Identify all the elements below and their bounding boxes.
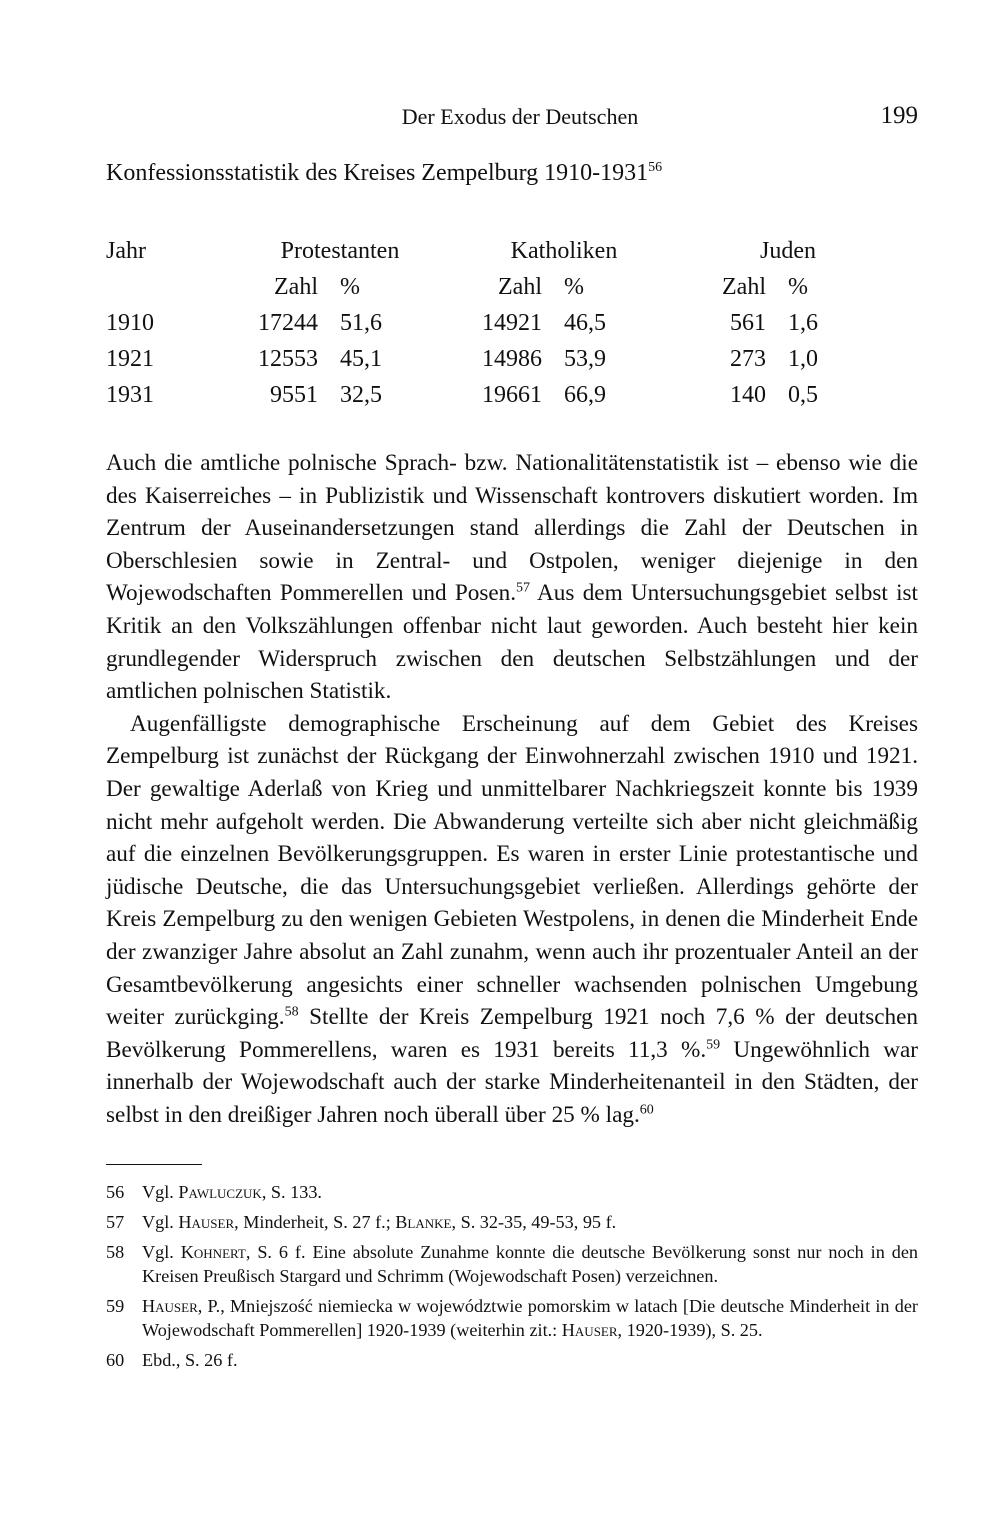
footnote-ref: 57 — [516, 580, 531, 596]
col-header-percent: % — [788, 274, 808, 300]
cell-jud-count: 561 — [730, 310, 766, 336]
footnote-number: 60 — [106, 1350, 125, 1370]
cell-prot-pct: 51,6 — [340, 310, 382, 336]
cell-kath-count: 14986 — [482, 346, 542, 372]
cell-kath-pct: 46,5 — [564, 310, 606, 336]
footnote: 60 Ebd., S. 26 f. — [106, 1350, 238, 1370]
cell-year: 1910 — [106, 310, 154, 336]
cell-year: 1931 — [106, 382, 154, 408]
footnotes — [106, 1180, 918, 1378]
table-row — [106, 310, 900, 346]
table-subheader-row — [106, 274, 900, 310]
cell-prot-count: 9551 — [270, 382, 318, 408]
cell-jud-pct: 0,5 — [788, 382, 818, 408]
author-name: Pawluczuk — [178, 1182, 262, 1202]
cell-prot-count: 12553 — [258, 346, 318, 372]
page-number: 199 — [880, 102, 918, 129]
footnote-number: 59 — [106, 1296, 125, 1316]
cell-jud-pct: 1,6 — [788, 310, 818, 336]
col-header-protestants: Protestanten — [280, 238, 400, 264]
footnote-ref: 56 — [648, 160, 663, 175]
cell-jud-pct: 1,0 — [788, 346, 818, 372]
col-header-percent: % — [564, 274, 584, 300]
running-title: Der Exodus der Deutschen — [401, 104, 639, 129]
confession-table — [106, 238, 900, 418]
cell-kath-pct: 66,9 — [564, 382, 606, 408]
cell-jud-count: 140 — [730, 382, 766, 408]
col-header-catholics: Katholiken — [510, 238, 618, 264]
table-row — [106, 346, 900, 382]
footnote: 56 Vgl. Pawluczuk, S. 133. — [106, 1182, 322, 1202]
col-header-year: Jahr — [106, 238, 146, 264]
paragraph: Auch die amtliche polnische Sprach- bzw. Nationalitätenstatistik ist – ebenso wie die des Kaiserreiches – in Publizistik und Wissenschaft kontrovers diskutiert worden. Im Zentrum der Auseinandersetzungen stand allerdings die Zahl der Deutschen in Oberschlesien sowie in Zentral- und Ostpolen, weniger diejenige in den Wojewodschaften Pommerellen und Posen.$^{57}$ Aus dem Untersuchungsgebiet selbst ist Kritik an den Volkszählungen offenbar nicht laut geworden. Auch besteht hier kein grundlegender Widerspruch zwischen den deutschen Selbstzählungen und der amtlichen polnischen Statistik. — [106, 450, 918, 705]
footnote: 59 Hauser, P., Mniejszość niemiecka w województwie pomorskim w latach [Die deutsche Minderheit in der Wojewodschaft Pommerellen] 1920-1939 (weiterhin zit.: Hauser, 1920-1939), S. 25. — [106, 1296, 918, 1340]
cell-kath-count: 14921 — [482, 310, 542, 336]
author-name: Kohnert — [180, 1242, 246, 1262]
footnote-ref: 60 — [639, 1102, 654, 1118]
running-head — [0, 104, 1000, 136]
author-name: Hauser — [561, 1320, 618, 1340]
table-title-text: Konfessionsstatistik des Kreises Zempelburg 1910-1931 — [106, 160, 649, 186]
footnote-number: 57 — [106, 1212, 125, 1232]
footnote-ref: 58 — [284, 1004, 299, 1020]
footnote: 57 Vgl. Hauser, Minderheit, S. 27 f.; Blanke, S. 32-35, 49-53, 95 f. — [106, 1212, 617, 1232]
col-header-count: Zahl — [722, 274, 766, 300]
cell-kath-count: 19661 — [482, 382, 542, 408]
footnote-number: 58 — [106, 1242, 125, 1262]
cell-prot-pct: 45,1 — [340, 346, 382, 372]
author-name: Blanke — [395, 1212, 452, 1232]
body-text — [106, 447, 918, 1131]
table-title — [106, 160, 662, 187]
footnote: 58 Vgl. Kohnert, S. 6 f. Eine absolute Zunahme konnte die deutsche Bevölkerung sonst nur noch in den Kreisen Preußisch Stargard und Schrimm (Wojewodschaft Posen) verzeichnen. — [106, 1242, 919, 1286]
cell-jud-count: 273 — [730, 346, 766, 372]
col-header-jews: Juden — [760, 238, 816, 264]
col-header-count: Zahl — [498, 274, 542, 300]
cell-kath-pct: 53,9 — [564, 346, 606, 372]
cell-prot-pct: 32,5 — [340, 382, 382, 408]
author-name: Hauser — [142, 1296, 198, 1316]
cell-year: 1921 — [106, 346, 154, 372]
footnote-ref: 59 — [706, 1036, 721, 1052]
table-group-header-row — [106, 238, 900, 274]
col-header-count: Zahl — [274, 274, 318, 300]
footnote-divider — [106, 1164, 202, 1165]
footnote-number: 56 — [106, 1182, 125, 1202]
author-name: Hauser — [178, 1212, 235, 1232]
paragraph: Augenfälligste demographische Erscheinung auf dem Gebiet des Kreises Zempelburg ist zunächst der Rückgang der Einwohnerzahl zwischen 1910 und 1921. Der gewaltige Aderlaß von Krieg und unmittelbarer Nachkriegszeit konnte bis 1939 nicht mehr aufgeholt werden. Die Abwanderung verteilte sich aber nicht gleichmäßig auf die einzelnen Bevölkerungsgruppen. Es waren in erster Linie protestantische und jüdische Deutsche, die das Untersuchungsgebiet verließen. Allerdings gehörte der Kreis Zempelburg zu den wenigen Gebieten Westpolens, in denen die Minderheit Ende der zwanziger Jahre absolut an Zahl zunahm, wenn auch ihr prozentualer Anteil an der Gesamtbevölkerung angesichts einer schneller wachsenden polnischen Umgebung weiter zurückging.$^{58}$ Stellte der Kreis Zempelburg 1921 noch 7,6 % der deutschen Bevölkerung Pommerellens, waren es 1931 bereits 11,3 %.$^{59}$ Ungewöhnlich war innerhalb der Wojewodschaft auch der starke Minderheitenanteil in den Städten, der selbst in den dreißiger Jahren noch überall über 25 % lag.$^{60}$ — [106, 710, 918, 1128]
col-header-percent: % — [340, 274, 360, 300]
cell-prot-count: 17244 — [258, 310, 318, 336]
table-row — [106, 382, 900, 418]
